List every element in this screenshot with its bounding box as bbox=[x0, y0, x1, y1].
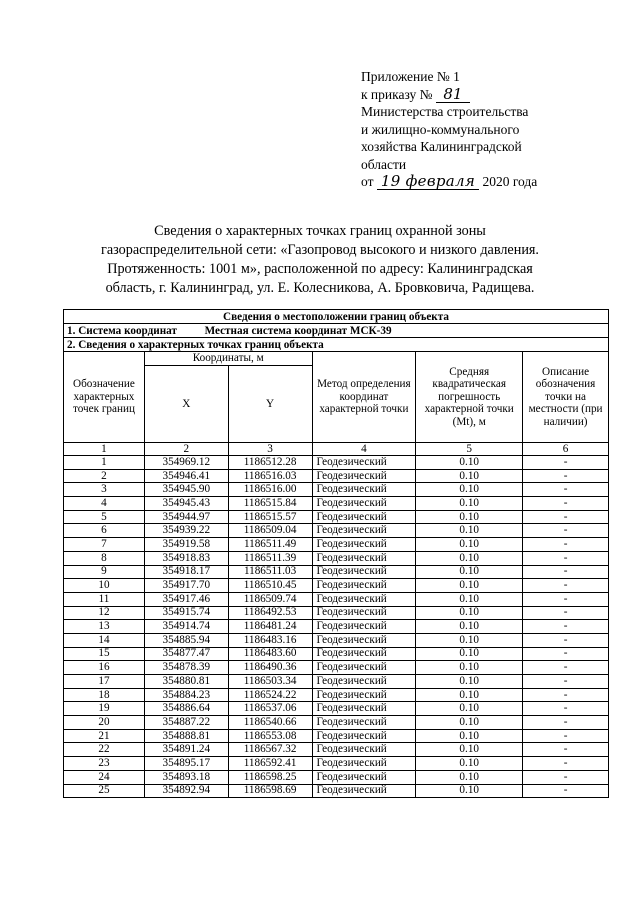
y-coordinate-cell: 1186511.39 bbox=[228, 551, 312, 565]
y-coordinate-cell: 1186503.34 bbox=[228, 675, 312, 689]
error-cell: 0.10 bbox=[416, 702, 523, 716]
table-row bbox=[64, 675, 609, 689]
point-number-cell: 10 bbox=[64, 579, 145, 593]
point-number-cell: 21 bbox=[64, 729, 145, 743]
table-row bbox=[64, 551, 609, 565]
column-number: 5 bbox=[416, 443, 523, 456]
table-row bbox=[64, 579, 609, 593]
description-cell: - bbox=[523, 702, 609, 716]
method-cell: Геодезический bbox=[312, 565, 416, 579]
point-number-cell: 15 bbox=[64, 647, 145, 661]
error-cell: 0.10 bbox=[416, 784, 523, 798]
x-coordinate-cell: 354914.74 bbox=[144, 620, 228, 634]
y-coordinate-cell: 1186510.45 bbox=[228, 579, 312, 593]
error-cell: 0.10 bbox=[416, 688, 523, 702]
error-cell: 0.10 bbox=[416, 647, 523, 661]
table-row bbox=[64, 661, 609, 675]
description-cell: - bbox=[523, 757, 609, 771]
error-cell: 0.10 bbox=[416, 592, 523, 606]
error-cell: 0.10 bbox=[416, 469, 523, 483]
y-coordinate-cell: 1186512.28 bbox=[228, 456, 312, 470]
description-cell: - bbox=[523, 551, 609, 565]
y-coordinate-cell: 1186511.03 bbox=[228, 565, 312, 579]
heading-line-3: Протяженность: 1001 м», расположенной по адресу: Калининградская bbox=[107, 261, 533, 277]
description-cell: - bbox=[523, 770, 609, 784]
point-number-cell: 24 bbox=[64, 770, 145, 784]
x-coordinate-cell: 354880.81 bbox=[144, 675, 228, 689]
header-error: Средняя квадратическая погрешность характерной точки (Mt), м bbox=[416, 352, 523, 443]
point-number-cell: 16 bbox=[64, 661, 145, 675]
method-cell: Геодезический bbox=[312, 675, 416, 689]
description-cell: - bbox=[523, 538, 609, 552]
coordinate-system-label: 1. Система координат bbox=[67, 324, 177, 337]
method-cell: Геодезический bbox=[312, 757, 416, 771]
error-cell: 0.10 bbox=[416, 620, 523, 634]
y-coordinate-cell: 1186509.04 bbox=[228, 524, 312, 538]
x-coordinate-cell: 354918.83 bbox=[144, 551, 228, 565]
table-row bbox=[64, 456, 609, 470]
method-cell: Геодезический bbox=[312, 592, 416, 606]
error-cell: 0.10 bbox=[416, 743, 523, 757]
point-number-cell: 3 bbox=[64, 483, 145, 497]
description-cell: - bbox=[523, 716, 609, 730]
point-number-cell: 6 bbox=[64, 524, 145, 538]
x-coordinate-cell: 354939.22 bbox=[144, 524, 228, 538]
table-row bbox=[64, 729, 609, 743]
table-row bbox=[64, 743, 609, 757]
description-cell: - bbox=[523, 579, 609, 593]
description-cell: - bbox=[523, 606, 609, 620]
point-number-cell: 5 bbox=[64, 510, 145, 524]
point-number-cell: 25 bbox=[64, 784, 145, 798]
method-cell: Геодезический bbox=[312, 620, 416, 634]
method-cell: Геодезический bbox=[312, 456, 416, 470]
error-cell: 0.10 bbox=[416, 510, 523, 524]
error-cell: 0.10 bbox=[416, 579, 523, 593]
ministry-line-4: области bbox=[361, 156, 407, 172]
table-row bbox=[64, 633, 609, 647]
point-number-cell: 20 bbox=[64, 716, 145, 730]
description-cell: - bbox=[523, 675, 609, 689]
error-cell: 0.10 bbox=[416, 729, 523, 743]
table-row bbox=[64, 770, 609, 784]
x-coordinate-cell: 354878.39 bbox=[144, 661, 228, 675]
column-number: 2 bbox=[144, 443, 228, 456]
error-cell: 0.10 bbox=[416, 524, 523, 538]
description-cell: - bbox=[523, 456, 609, 470]
description-cell: - bbox=[523, 510, 609, 524]
header-method: Метод определения координат характерной точки bbox=[312, 352, 416, 443]
y-coordinate-cell: 1186509.74 bbox=[228, 592, 312, 606]
date-suffix: 2020 года bbox=[482, 174, 538, 189]
y-coordinate-cell: 1186490.36 bbox=[228, 661, 312, 675]
table-row bbox=[64, 497, 609, 511]
table-row bbox=[64, 483, 609, 497]
header-description: Описание обозначения точки на местности (при наличии) bbox=[523, 352, 609, 443]
y-coordinate-cell: 1186537.06 bbox=[228, 702, 312, 716]
error-cell: 0.10 bbox=[416, 633, 523, 647]
ministry-line-3: хозяйства Калининградской bbox=[361, 139, 522, 154]
x-coordinate-cell: 354945.90 bbox=[144, 483, 228, 497]
method-cell: Геодезический bbox=[312, 743, 416, 757]
description-cell: - bbox=[523, 620, 609, 634]
method-cell: Геодезический bbox=[312, 551, 416, 565]
point-number-cell: 1 bbox=[64, 456, 145, 470]
appendix-block bbox=[361, 68, 537, 191]
error-cell: 0.10 bbox=[416, 661, 523, 675]
coordinate-system-row bbox=[64, 324, 609, 338]
method-cell: Геодезический bbox=[312, 647, 416, 661]
description-cell: - bbox=[523, 688, 609, 702]
x-coordinate-cell: 354918.17 bbox=[144, 565, 228, 579]
x-coordinate-cell: 354888.81 bbox=[144, 729, 228, 743]
table-row bbox=[64, 784, 609, 798]
y-coordinate-cell: 1186516.00 bbox=[228, 483, 312, 497]
point-number-cell: 19 bbox=[64, 702, 145, 716]
table-row bbox=[64, 606, 609, 620]
y-coordinate-cell: 1186524.22 bbox=[228, 688, 312, 702]
description-cell: - bbox=[523, 592, 609, 606]
point-number-cell: 8 bbox=[64, 551, 145, 565]
x-coordinate-cell: 354919.58 bbox=[144, 538, 228, 552]
x-coordinate-cell: 354885.94 bbox=[144, 633, 228, 647]
x-coordinate-cell: 354893.18 bbox=[144, 770, 228, 784]
point-number-cell: 18 bbox=[64, 688, 145, 702]
coordinate-system-value: Местная система координат МСК-39 bbox=[204, 324, 392, 337]
x-coordinate-cell: 354917.70 bbox=[144, 579, 228, 593]
document-heading bbox=[60, 222, 580, 298]
point-number-cell: 14 bbox=[64, 633, 145, 647]
error-cell: 0.10 bbox=[416, 483, 523, 497]
y-coordinate-cell: 1186540.66 bbox=[228, 716, 312, 730]
ministry-line-2: и жилищно-коммунального bbox=[361, 121, 520, 137]
point-number-cell: 22 bbox=[64, 743, 145, 757]
description-cell: - bbox=[523, 565, 609, 579]
method-cell: Геодезический bbox=[312, 702, 416, 716]
y-coordinate-cell: 1186515.57 bbox=[228, 510, 312, 524]
description-cell: - bbox=[523, 483, 609, 497]
x-coordinate-cell: 354946.41 bbox=[144, 469, 228, 483]
x-coordinate-cell: 354945.43 bbox=[144, 497, 228, 511]
table-row bbox=[64, 647, 609, 661]
description-cell: - bbox=[523, 497, 609, 511]
error-cell: 0.10 bbox=[416, 675, 523, 689]
table-row bbox=[64, 688, 609, 702]
method-cell: Геодезический bbox=[312, 497, 416, 511]
table-row bbox=[64, 524, 609, 538]
column-number: 1 bbox=[64, 443, 145, 456]
error-cell: 0.10 bbox=[416, 565, 523, 579]
description-cell: - bbox=[523, 469, 609, 483]
method-cell: Геодезический bbox=[312, 784, 416, 798]
y-coordinate-cell: 1186483.16 bbox=[228, 633, 312, 647]
error-cell: 0.10 bbox=[416, 757, 523, 771]
method-cell: Геодезический bbox=[312, 524, 416, 538]
method-cell: Геодезический bbox=[312, 510, 416, 524]
table-row bbox=[64, 510, 609, 524]
method-cell: Геодезический bbox=[312, 688, 416, 702]
method-cell: Геодезический bbox=[312, 661, 416, 675]
header-coordinates: Координаты, м bbox=[144, 352, 312, 366]
points-section-label: 2. Сведения о характерных точках границ объекта bbox=[64, 338, 609, 352]
error-cell: 0.10 bbox=[416, 538, 523, 552]
y-coordinate-cell: 1186481.24 bbox=[228, 620, 312, 634]
method-cell: Геодезический bbox=[312, 633, 416, 647]
x-coordinate-cell: 354944.97 bbox=[144, 510, 228, 524]
error-cell: 0.10 bbox=[416, 551, 523, 565]
x-coordinate-cell: 354877.47 bbox=[144, 647, 228, 661]
heading-line-1: Сведения о характерных точках границ охранной зоны bbox=[154, 223, 486, 239]
description-cell: - bbox=[523, 524, 609, 538]
y-coordinate-cell: 1186592.41 bbox=[228, 757, 312, 771]
column-number: 4 bbox=[312, 443, 416, 456]
y-coordinate-cell: 1186515.84 bbox=[228, 497, 312, 511]
x-coordinate-cell: 354969.12 bbox=[144, 456, 228, 470]
table-row bbox=[64, 469, 609, 483]
method-cell: Геодезический bbox=[312, 606, 416, 620]
x-coordinate-cell: 354895.17 bbox=[144, 757, 228, 771]
description-cell: - bbox=[523, 743, 609, 757]
y-coordinate-cell: 1186492.53 bbox=[228, 606, 312, 620]
point-number-cell: 12 bbox=[64, 606, 145, 620]
point-number-cell: 4 bbox=[64, 497, 145, 511]
heading-line-4: область, г. Калининград, ул. Е. Колесникова, А. Бровковича, Радищева. bbox=[105, 280, 535, 296]
order-number-handwritten: 81 bbox=[436, 87, 470, 103]
y-coordinate-cell: 1186598.69 bbox=[228, 784, 312, 798]
order-line bbox=[361, 86, 537, 104]
y-coordinate-cell: 1186483.60 bbox=[228, 647, 312, 661]
error-cell: 0.10 bbox=[416, 606, 523, 620]
table-row bbox=[64, 620, 609, 634]
x-coordinate-cell: 354917.46 bbox=[144, 592, 228, 606]
error-cell: 0.10 bbox=[416, 716, 523, 730]
table-body bbox=[64, 456, 609, 798]
column-number: 3 bbox=[228, 443, 312, 456]
description-cell: - bbox=[523, 647, 609, 661]
table-row bbox=[64, 592, 609, 606]
table-row bbox=[64, 757, 609, 771]
date-line bbox=[361, 173, 537, 191]
heading-line-2: газораспределительной сети: «Газопровод высокого и низкого давления. bbox=[101, 242, 539, 258]
column-numbers-row bbox=[64, 443, 609, 456]
header-x: X bbox=[144, 366, 228, 443]
y-coordinate-cell: 1186598.25 bbox=[228, 770, 312, 784]
column-number: 6 bbox=[523, 443, 609, 456]
point-number-cell: 2 bbox=[64, 469, 145, 483]
order-prefix: к приказу № bbox=[361, 86, 433, 102]
error-cell: 0.10 bbox=[416, 497, 523, 511]
boundary-points-table bbox=[63, 309, 609, 798]
method-cell: Геодезический bbox=[312, 538, 416, 552]
y-coordinate-cell: 1186511.49 bbox=[228, 538, 312, 552]
description-cell: - bbox=[523, 729, 609, 743]
point-number-cell: 13 bbox=[64, 620, 145, 634]
table-row bbox=[64, 565, 609, 579]
error-cell: 0.10 bbox=[416, 770, 523, 784]
description-cell: - bbox=[523, 661, 609, 675]
point-number-cell: 9 bbox=[64, 565, 145, 579]
ministry-line-1: Министерства строительства bbox=[361, 104, 529, 119]
x-coordinate-cell: 354892.94 bbox=[144, 784, 228, 798]
header-designation: Обозначение характерных точек границ bbox=[64, 352, 145, 443]
point-number-cell: 23 bbox=[64, 757, 145, 771]
method-cell: Геодезический bbox=[312, 770, 416, 784]
description-cell: - bbox=[523, 633, 609, 647]
method-cell: Геодезический bbox=[312, 716, 416, 730]
x-coordinate-cell: 354887.22 bbox=[144, 716, 228, 730]
header-y: Y bbox=[228, 366, 312, 443]
method-cell: Геодезический bbox=[312, 483, 416, 497]
x-coordinate-cell: 354915.74 bbox=[144, 606, 228, 620]
table-title: Сведения о местоположении границ объекта bbox=[64, 310, 609, 324]
error-cell: 0.10 bbox=[416, 456, 523, 470]
method-cell: Геодезический bbox=[312, 729, 416, 743]
y-coordinate-cell: 1186567.32 bbox=[228, 743, 312, 757]
table-row bbox=[64, 702, 609, 716]
date-handwritten: 19 февраля bbox=[377, 174, 479, 190]
table-row bbox=[64, 538, 609, 552]
point-number-cell: 11 bbox=[64, 592, 145, 606]
description-cell: - bbox=[523, 784, 609, 798]
y-coordinate-cell: 1186553.08 bbox=[228, 729, 312, 743]
x-coordinate-cell: 354886.64 bbox=[144, 702, 228, 716]
method-cell: Геодезический bbox=[312, 469, 416, 483]
point-number-cell: 17 bbox=[64, 675, 145, 689]
appendix-title: Приложение № 1 bbox=[361, 69, 460, 84]
x-coordinate-cell: 354891.24 bbox=[144, 743, 228, 757]
x-coordinate-cell: 354884.23 bbox=[144, 688, 228, 702]
date-prefix: от bbox=[361, 174, 374, 189]
point-number-cell: 7 bbox=[64, 538, 145, 552]
y-coordinate-cell: 1186516.03 bbox=[228, 469, 312, 483]
table-row bbox=[64, 716, 609, 730]
method-cell: Геодезический bbox=[312, 579, 416, 593]
